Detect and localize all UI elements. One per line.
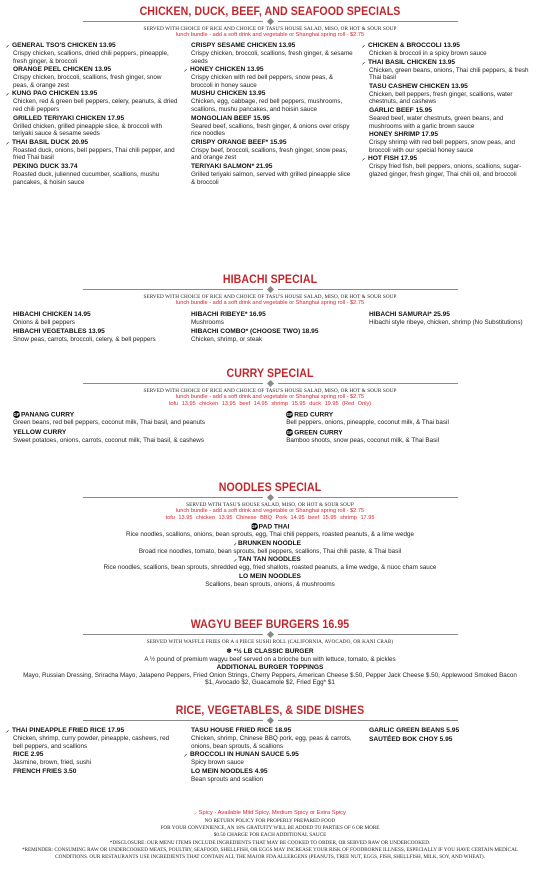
- toppings-title: ADDITIONAL BURGER TOPPINGS: [216, 663, 324, 671]
- item-name: [362, 58, 534, 67]
- menu-item: [6, 573, 534, 589]
- item-name-text: GARLIC GREEN BEANS 5.95: [369, 727, 460, 734]
- item-name: [6, 540, 534, 548]
- no-return-note: NO RETURN POLICY FOR PROPERLY PREPARED FOOD: [204, 817, 336, 824]
- noodles-served: SERVED WITH TASU'S HOUSE SALAD, MISO, OR HOT & SOUR SOUP: [186, 502, 354, 508]
- noodles-lunch: lunch bundle - add a soft drink and vegetable or Shanghai spring roll - $2.75: [175, 508, 365, 514]
- item-desc: Broad rice noodles, tomato, bean sprouts, bell peppers, scallions, Thai chili paste, & Thai basil: [138, 547, 402, 555]
- item-name-text: BROCCOLI IN HUNAN SAUCE 5.95: [190, 751, 299, 759]
- menu-item: [191, 727, 356, 750]
- menu-item: [6, 727, 178, 750]
- rice-col-3: [362, 727, 534, 784]
- item-desc: Roasted duck, julienned cucumber, scallions, mushu pancakes, & hoisin sauce: [13, 170, 160, 186]
- divider: [6, 632, 534, 637]
- item-desc: Chicken, shrimp, or steak: [191, 335, 263, 343]
- item-name-text: CRISPY ORANGE BEEF* 15.95: [191, 138, 287, 146]
- item-name: [369, 107, 534, 115]
- wagyu-served: SERVED WITH WAFFLE FRIES OR A 4 PIECE SUSHI ROLL (CALIFORNIA, AVOCADO, OR KANI CRAB): [146, 639, 394, 645]
- item-name-text: ORANGE PEEL CHICKEN 13.95: [13, 66, 112, 74]
- gluten-free-icon: GF: [286, 412, 293, 417]
- item-name-text: PANANG CURRY: [21, 411, 75, 419]
- item-desc: Chicken, bell peppers, fresh ginger, scallions, water chestnuts, and cashews: [369, 90, 513, 106]
- hibachi-col-2: [184, 311, 356, 344]
- pepper-icon: ⸝: [362, 156, 366, 163]
- item-name: [6, 523, 534, 531]
- pepper-icon: ⸝: [184, 752, 188, 759]
- item-name: [369, 311, 534, 319]
- item-name: [6, 90, 178, 98]
- specials-col-3: [362, 42, 534, 187]
- item-name: [184, 751, 356, 759]
- noodles-items: [6, 523, 534, 589]
- divider: [6, 718, 534, 723]
- gratuity-note: FOR YOUR CONVENIENCE, AN 18% GRATUITY WILL BE ADDED TO PARTIES OF 6 OR MORE: [160, 824, 380, 831]
- item-name-text: GREEN CURRY: [294, 429, 343, 437]
- item-name-text: CHICKEN & BROCCOLI 13.95: [368, 42, 460, 49]
- wagyu-section: [6, 619, 534, 687]
- pepper-icon: ⸝: [6, 728, 10, 734]
- item-desc: Grilled teriyaki salmon, served with grilled pineapple slice & broccoli: [191, 170, 351, 186]
- noodles-section: [6, 482, 534, 590]
- rice-section: [6, 705, 534, 784]
- curry-lunch: lunch bundle - add a soft drink and vegetable or Shanghai spring roll - $2.75: [175, 394, 365, 400]
- item-name: [369, 736, 534, 744]
- menu-item: [191, 42, 356, 65]
- pepper-icon: ⸝: [194, 810, 199, 816]
- item-name: [191, 727, 356, 735]
- spicy-note: ⸝ Spicy - Available Mild Spicy, Medium Spicy or Extra Spicy: [194, 810, 346, 816]
- item-desc: Crispy chicken, broccoli, scallions, fresh ginger, snow peas, & orange zest: [13, 74, 162, 89]
- item-name-text: LO MEIN NOODLES: [239, 573, 301, 581]
- pepper-icon: ⸝: [6, 91, 10, 98]
- item-name-text: HOT FISH 17.95: [368, 155, 418, 163]
- hibachi-col-3: [362, 311, 534, 344]
- pepper-icon: ⸝: [6, 43, 10, 49]
- menu-item: [369, 107, 534, 130]
- menu-item: [286, 429, 534, 445]
- item-name-text: SAUTÉED BOK CHOY 5.95: [369, 736, 453, 743]
- rice-title: RICE, VEGETABLES, & SIDE DISHES: [175, 705, 365, 717]
- menu-item: [362, 58, 534, 82]
- menu-item: [6, 556, 534, 572]
- burger-desc: A ½ pound of premium wagyu beef served on a brioche bun with lettuce, tomato, & pickles: [144, 656, 396, 663]
- pepper-icon: ⸝: [362, 59, 366, 66]
- divider: [6, 287, 534, 292]
- pepper-icon: ⸝: [362, 43, 366, 49]
- hibachi-col-1: [6, 311, 178, 344]
- hibachi-section: [6, 274, 534, 344]
- item-desc: Crispy beef, broccoli, scallions, fresh ginger, snow peas, and orange zest: [191, 146, 348, 162]
- item-name: [362, 155, 534, 163]
- item-desc: Chicken, egg, cabbage, red bell peppers, mushrooms, scallions, mushu pancakes, and hoisin sauce: [191, 98, 343, 113]
- item-desc: Hibachi style ribeye, chicken, shrimp (No Substitutions): [369, 319, 523, 326]
- rice-col-1: [6, 727, 178, 784]
- item-name-text: HIBACHI RIBEYE* 16.95: [191, 311, 266, 318]
- menu-item: [13, 751, 178, 767]
- menu-item: [362, 155, 534, 178]
- item-name: [13, 768, 178, 776]
- item-name: [369, 83, 534, 91]
- item-name: [191, 115, 356, 123]
- noodles-prices: tofu 13.95 chicken 13.95 Chinese BBQ Pork 14.95 beef 15.95 shrimp 17.95: [165, 515, 375, 521]
- pepper-icon: ⸝: [233, 557, 237, 564]
- menu-item: [369, 131, 534, 154]
- menu-item: [369, 736, 534, 744]
- item-desc: Crispy shrimp with red bell peppers, snow peas, and broccoli with our special honey sauce: [369, 139, 515, 154]
- menu-item: [6, 138, 178, 162]
- item-name-text: GARLIC BEEF 15.95: [369, 106, 433, 114]
- item-name-text: THAI BASIL DUCK 20.95: [12, 138, 89, 146]
- item-name-text: LO MEIN NOODLES 4.95: [191, 767, 268, 775]
- item-desc: Rice noodles, scallions, bean sprouts, shredded egg, fried shallots, roasted peanuts, a lime wedge, & nuoc cham sauce: [103, 564, 437, 572]
- item-desc: Roasted duck, onions, bell peppers, Thai chili pepper, and fried Thai basil: [13, 146, 175, 162]
- item-name-text: GENERAL TSO'S CHICKEN 13.95: [12, 42, 116, 49]
- divider: [6, 495, 534, 500]
- gluten-free-icon: GF: [286, 429, 293, 435]
- menu-item: [13, 768, 178, 776]
- gluten-free-icon: GF: [13, 412, 20, 417]
- item-name: [191, 90, 356, 98]
- item-name-text: KUNG PAO CHICKEN 13.95: [12, 90, 98, 98]
- menu-item: [13, 163, 178, 186]
- item-name: [13, 751, 178, 759]
- menu-item: [6, 540, 534, 556]
- specials-col-1: [6, 42, 178, 187]
- pepper-icon: ⸝: [6, 139, 10, 146]
- footer: [6, 810, 534, 860]
- item-name: [369, 131, 534, 139]
- menu-item: [13, 411, 273, 427]
- menu-item: [191, 139, 356, 162]
- item-desc: Chicken, shrimp, curry powder, pineapple, cashews, red bell peppers, and scallions: [13, 735, 170, 750]
- item-name: [6, 138, 178, 147]
- item-desc: Snow peas, carrots, broccoli, celery, & bell peppers: [13, 335, 156, 343]
- item-name: [369, 727, 534, 735]
- item-name-text: MONGOLIAN BEEF 15.95: [191, 114, 270, 122]
- item-desc: Jasmine, brown, fried, sushi: [13, 759, 92, 767]
- item-name-text: HONEY SHRIMP 17.95: [369, 131, 439, 139]
- item-desc: Sweet potatoes, onions, carrots, coconut milk, Thai basil, & cashews: [13, 436, 204, 444]
- sauce-note: $0.50 CHARGE FOR EACH ADDITIONAL SAUCE: [213, 832, 327, 839]
- item-name-text: TASU HOUSE FRIED RICE 18.95: [191, 727, 292, 734]
- item-name-text: HIBACHI SAMURAI* 25.95: [369, 311, 450, 318]
- item-name-text: HIBACHI CHICKEN 14.95: [13, 311, 91, 318]
- item-name-text: GRILLED TERIYAKI CHICKEN 17.95: [13, 114, 125, 122]
- item-desc: Seared beef, water chestnuts, green beans, and mushrooms with a garlic brown sauce: [369, 114, 504, 130]
- curry-served: SERVED WITH CHOICE OF RICE AND CHOICE OF TASU'S HOUSE SALAD, MISO, OR HOT & SOUR SOUP: [143, 388, 397, 394]
- menu-item: [13, 429, 273, 445]
- specials-col-2: [184, 42, 356, 187]
- curry-title: CURRY SPECIAL: [226, 368, 314, 380]
- item-name: [13, 311, 178, 319]
- item-name-text: FRENCH FRIES 3.50: [13, 767, 77, 775]
- disclosure-note: *DISCLOSURE: OUR MENU ITEMS INCLUDE INGREDIENTS THAT MAY BE COOKED TO ORDER, OR SERVED RAW OR UNDERCOOKED.: [109, 839, 431, 846]
- menu-item: [13, 115, 178, 138]
- item-name: [13, 411, 273, 419]
- pepper-icon: ⸝: [184, 67, 188, 74]
- item-desc: Chicken, green beans, onions, Thai chili peppers, & fresh Thai basil: [369, 66, 529, 82]
- item-name: [6, 556, 534, 564]
- item-name: [191, 163, 356, 171]
- item-desc: Seared beef, scallions, fresh ginger, & onions over crispy rice noodles: [191, 122, 350, 138]
- menu-item: [191, 328, 356, 344]
- menu-item: [191, 115, 356, 138]
- item-desc: Crispy fried fish, bell peppers, onions, scallions, sugar-glazed ginger, fresh ginger, Thai chili oil, and broccoli: [369, 163, 522, 178]
- item-name: [184, 66, 356, 74]
- specials-section: [6, 6, 534, 187]
- menu-item: [6, 42, 178, 65]
- divider: [6, 19, 534, 24]
- menu-item: [191, 90, 356, 113]
- curry-col-2: [279, 411, 534, 447]
- item-desc: Onions & bell peppers: [13, 319, 75, 326]
- menu-item: [13, 311, 178, 327]
- noodles-title: NOODLES SPECIAL: [218, 482, 322, 494]
- item-desc: Bell peppers, onions, pineapple, coconut milk, & Thai basil: [286, 419, 449, 427]
- item-desc: Crispy chicken with red bell peppers, snow peas, & broccoli in honey sauce: [191, 74, 334, 89]
- item-name: [13, 115, 178, 123]
- item-name: [6, 42, 178, 50]
- item-name: [13, 66, 178, 74]
- item-name-text: HONEY CHICKEN 13.95: [190, 66, 264, 74]
- item-name-text: THAI BASIL CHICKEN 13.95: [368, 58, 456, 66]
- menu-item: [286, 411, 534, 427]
- item-name-text: THAI PINEAPPLE FRIED RICE 17.95: [12, 727, 125, 734]
- item-desc: Chicken, shrimp, Chinese BBQ pork, egg, peas & carrots, onions, bean sprouts, & scallions: [191, 735, 352, 750]
- item-desc: Rice noodles, scallions, onions, bean sprouts, egg, Thai chili peppers, roasted peanuts, & a lime wedge: [126, 531, 414, 539]
- item-desc: Bean sprouts and scallion: [191, 775, 264, 783]
- hibachi-title: HIBACHI SPECIAL: [222, 274, 318, 286]
- specials-served: SERVED WITH CHOICE OF RICE AND CHOICE OF TASU'S HOUSE SALAD, MISO, OR HOT & SOUR SOUP: [143, 26, 397, 32]
- item-name: [191, 139, 356, 147]
- specials-title: CHICKEN, DUCK, BEEF, AND SEAFOOD SPECIALS: [139, 6, 401, 18]
- menu-item: [369, 83, 534, 106]
- hibachi-served: SERVED WITH CHOICE OF RICE AND CHOICE OF TASU'S HOUSE SALAD, MISO, OR HOT & SOUR SOUP: [143, 294, 397, 300]
- item-desc: Grilled chicken, grilled pineapple slice, & broccoli with teriyaki sauce & sesame seeds: [13, 122, 163, 138]
- item-name-text: TERIYAKI SALMON* 21.95: [191, 162, 273, 170]
- item-name: [6, 573, 534, 581]
- item-name: [286, 411, 534, 419]
- item-name-text: RED CURRY: [294, 411, 334, 419]
- item-name-text: PEKING DUCK 33.74: [13, 162, 78, 170]
- curry-section: [6, 368, 534, 447]
- item-desc: Green beans, red bell peppers, coconut milk, Thai basil, and peanuts: [13, 419, 206, 427]
- menu-item: [191, 311, 356, 327]
- menu-item: [362, 42, 534, 58]
- menu-item: [184, 751, 356, 767]
- item-name: [191, 768, 356, 776]
- specials-lunch: lunch bundle - add a soft drink and vegetable or Shanghai spring roll - $2.75: [175, 32, 365, 38]
- hibachi-lunch: lunch bundle - add a soft drink and vegetable or Shanghai spring roll - $2.75: [175, 300, 365, 306]
- menu-item: [369, 311, 534, 327]
- item-desc: Scallions, bean sprouts, onions, & mushrooms: [205, 581, 335, 589]
- item-name-text: CRISPY SESAME CHICKEN 13.95: [191, 42, 296, 49]
- curry-prices: tofu 13.95 chicken 13.95 beef 14.95 shrimp 15.95 duck 19.95 (Red Only): [168, 401, 372, 407]
- rice-col-2: [184, 727, 356, 784]
- item-name-text: PAD THAI: [258, 523, 290, 531]
- menu-item: [6, 90, 178, 113]
- item-name: [13, 163, 178, 171]
- item-name-text: TAN TAN NOODLES: [238, 556, 301, 564]
- menu-item: [6, 523, 534, 539]
- item-name: [191, 42, 356, 50]
- item-name: [191, 311, 356, 319]
- item-name-text: HIBACHI COMBO* (CHOOSE TWO) 18.95: [191, 327, 319, 335]
- divider: [6, 381, 534, 386]
- item-desc: Crispy chicken, broccoli, scallions, fresh ginger, & sesame seeds: [191, 50, 353, 65]
- item-name-text: MUSHU CHICKEN 13.95: [191, 90, 266, 98]
- item-name-text: RICE 2.95: [13, 751, 44, 759]
- item-name: [191, 328, 356, 336]
- item-desc: Bamboo shoots, snow peas, coconut milk, & Thai Basil: [286, 437, 440, 445]
- wagyu-title: WAGYU BEEF BURGERS 16.95: [190, 619, 350, 631]
- item-name-text: HIBACHI VEGETABLES 13.95: [13, 327, 105, 335]
- item-desc: Chicken & broccoli in a spicy brown sauce: [369, 50, 487, 57]
- item-name-text: TASU CASHEW CHICKEN 13.95: [369, 82, 468, 90]
- toppings-desc: Mayo, Russian Dressing, Sriracha Mayo, Jalapeno Peppers, Fried Onion Strings, Cherry Peppers, American Cheese $.50, Pepper Jack Cheese $.50, Applewood Smoked Bacon $1, Avocado $2, Guacamole $2, Fried Egg* $1: [23, 671, 517, 687]
- menu-item: [191, 768, 356, 784]
- menu-item: [13, 66, 178, 89]
- reminder-note: *REMINDER: CONSUMING RAW OR UNDERCOOKED MEATS, POULTRY, SEAFOOD, SHELLFISH, OR EGGS MAY INCREASE YOUR RISK OF FOODBORNE ILLNESS, ESPECIALLY IF YOU HAVE CERTAIN MEDICAL CONDITIONS. OUR RESTAURANTS USE INGREDIENTS THAT CONTAIN ALL THE MAJOR FDA ALLERGENS (PEANUTS, TREE NUT, EGGS, FISH, SHELLFISH, MILK, SOY, AND WHEAT).: [21, 847, 519, 860]
- item-name: [286, 429, 534, 437]
- item-desc: Mushrooms: [191, 319, 224, 326]
- gluten-free-icon: GF: [251, 524, 258, 529]
- item-name-text: BRUNKEN NOODLE: [237, 539, 301, 547]
- item-name: [13, 328, 178, 336]
- menu-item: [13, 328, 178, 344]
- item-name-text: YELLOW CURRY: [13, 428, 67, 436]
- menu-item: [191, 163, 356, 186]
- item-desc: Crispy chicken, scallions, dried chili peppers, pineapple, fresh ginger, & broccoli: [13, 50, 169, 65]
- item-desc: Chicken, red & green bell peppers, celery, peanuts, & dried red chili peppers: [13, 98, 178, 113]
- item-desc: Spicy brown sauce: [191, 759, 244, 767]
- item-name: [362, 42, 534, 50]
- menu-item: [184, 66, 356, 89]
- item-name: [6, 727, 178, 735]
- snowflake-icon: ❄: [226, 648, 234, 655]
- curry-col-1: [6, 411, 273, 447]
- item-name: [13, 429, 273, 437]
- menu-item: [369, 727, 534, 735]
- pepper-icon: ⸝: [233, 540, 237, 547]
- burger-name: ❄ *½ LB CLASSIC BURGER: [226, 648, 314, 655]
